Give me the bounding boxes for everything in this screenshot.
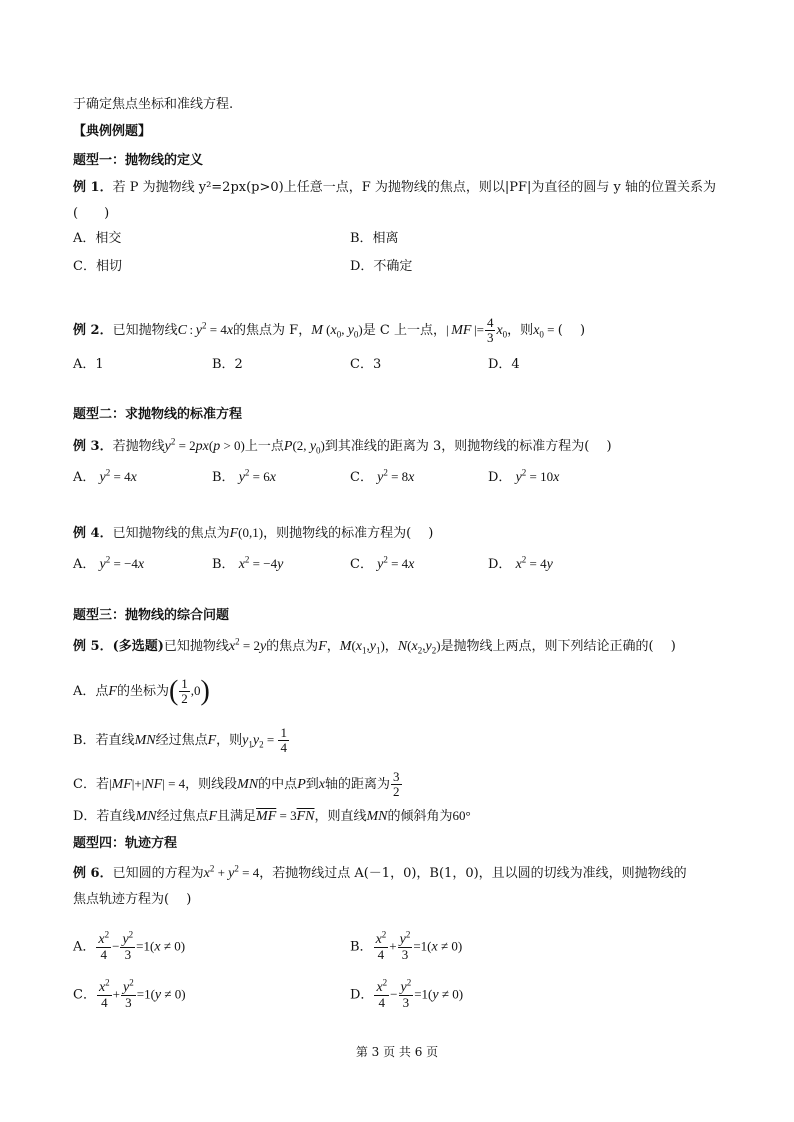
example-5-label: 例 5．(多选题) [73, 639, 164, 654]
example-2-option-a: A．1 [73, 357, 104, 372]
example-5-text-2: 的焦点为 [266, 639, 319, 654]
topic-1-title: 题型一：抛物线的定义 [73, 153, 204, 168]
topic-4-title: 题型四：轨迹方程 [73, 836, 178, 851]
example-2-text-3: 是 C 上一点， [362, 323, 446, 338]
example-3-label: 例 3． [73, 439, 113, 454]
formula-parabola-c: C [177, 323, 187, 338]
example-1-option-d: D．不确定 [350, 259, 413, 274]
example-3-option-c: C． $y^2 = 8x$ [350, 467, 415, 485]
example-6-text-2: ，若抛物线过点 A(－1，0)，B(1，0)，且以圆的切线为准线，则抛物线的 [259, 866, 687, 881]
example-5-option-c: C．若|MF|+|NF| = 4，则线段MN的中点P到x轴的距离为 $\frac{3}{2}$ [73, 769, 400, 799]
example-2-text-1: 已知抛物线 [112, 323, 178, 338]
example-4-option-c: C． $y^2 = 4x$ [350, 554, 415, 572]
example-6-option-d: D． $\frac{x^2}{4}$ − $\frac{y^2}{3}$ =1(y ≠ 0) [350, 977, 464, 1010]
example-4-text-1: 已知抛物线的焦点为 [112, 526, 230, 541]
page-footer: 第 3 页 共 6 页 [355, 1045, 439, 1059]
example-5-text-1: 已知抛物线 [163, 639, 229, 654]
example-5-option-b: B．若直线MN经过焦点F，则$y_1y_2$ = $\frac{1}{4}$ [73, 725, 287, 755]
fraction-4-3: $\frac{4}{3}$ [486, 315, 494, 345]
example-5-option-d: D．若直线MN经过焦点F且满足$\overline{MF} = 3\overline{FN}$，则直线MN的倾斜角为60° [73, 808, 471, 824]
example-6-text-1: 已知圆的方程为 [112, 866, 204, 881]
example-1-label: 例 1． [73, 180, 113, 195]
example-3-option-b: B． $y^2 = 6x$ [212, 467, 276, 485]
example-4-label: 例 4． [73, 526, 113, 541]
example-6-line-2: 焦点轨迹方程为( ) [73, 892, 192, 907]
intro-tail: 于确定焦点坐标和准线方程. [73, 97, 234, 112]
example-5-text-3: 是抛物线上两点，则下列结论正确的( ) [440, 639, 676, 654]
formula-point-m: M [311, 323, 323, 338]
example-6-option-a: A． $\frac{x^2}{4}$ − $\frac{y^2}{3}$ =1(x ≠ 0) [73, 929, 186, 962]
example-2-label: 例 2． [73, 323, 113, 338]
example-3-option-a: A． $y^2 = 4x$ [73, 467, 137, 485]
example-2-text-2: 的焦点为 F， [233, 323, 312, 338]
example-1-option-b: B．相离 [350, 231, 399, 246]
section-title: 【典例例题】 [73, 124, 152, 139]
example-3-option-d: D． $y^2 = 10x$ [488, 467, 560, 485]
example-1-question [73, 179, 716, 197]
example-2-question: 例 2．已知抛物线C : $y^2 = 4x$的焦点为 F，M ($x_0$, $y_0$)是 C 上一点，| MF |= $\frac{4}{3}$ $x_0$，则$x_0$ = ( ) [73, 315, 586, 345]
example-4-option-a: A． $y^2 = -4x$ [73, 554, 145, 572]
example-3-question: 例 3．若抛物线$y^2 = 2px(p > 0)$上一点P(2, $y_0$)到其准线的距离为 3，则抛物线的标准方程为( ) [73, 436, 612, 456]
example-2-option-b: B．2 [212, 357, 243, 372]
example-4-text-2: ，则抛物线的标准方程为( ) [263, 526, 434, 541]
topic-2-title: 题型二：求抛物线的标准方程 [73, 407, 243, 422]
example-6-question: 例 6．已知圆的方程为$x^2 + y^2 = 4$，若抛物线过点 A(－1，0)，B(1，0)，且以圆的切线为准线，则抛物线的 [73, 863, 687, 881]
example-3-text-2: 上一点 [244, 439, 284, 454]
example-6-label: 例 6． [73, 866, 113, 881]
example-2-paren: ( ) [557, 323, 586, 338]
example-5-option-a: A．点F的坐标为( $\frac{1}{2}$ ,0) [73, 675, 210, 707]
example-4-option-b: B． $x^2 = -4y$ [212, 554, 284, 572]
example-2-option-d: D．4 [488, 357, 520, 372]
example-5-question: 例 5．(多选题)已知抛物线$x^2 = 2y$的焦点为F，$M(x_1,y_1)$，$N(x_2,y_2)$是抛物线上两点，则下列结论正确的( ) [73, 636, 676, 656]
example-1-option-a: A．相交 [73, 231, 122, 246]
example-4-question: 例 4．已知抛物线的焦点为F(0,1)，则抛物线的标准方程为( ) [73, 525, 434, 541]
example-1-option-c: C．相切 [73, 259, 122, 274]
topic-3-title: 题型三：抛物线的综合问题 [73, 608, 230, 623]
example-6-option-b: B． $\frac{x^2}{4}$ + $\frac{y^2}{3}$ =1(x ≠ 0) [350, 929, 463, 962]
example-1-paren: ( ) [73, 206, 110, 221]
example-1-text: 若 P 为抛物线 y²=2px(p>0)上任意一点，F 为抛物线的焦点，则以|PF|为直径的圆与 y 轴的位置关系为 [112, 180, 717, 195]
example-3-text-3: 到其准线的距离为 3，则抛物线的标准方程为( ) [324, 439, 612, 454]
example-3-text-1: 若抛物线 [112, 439, 165, 454]
example-2-text-4: ，则 [507, 323, 534, 338]
example-6-option-c: C． $\frac{x^2}{4}$ + $\frac{y^2}{3}$ =1(y ≠ 0) [73, 977, 186, 1010]
example-4-option-d: D． $x^2 = 4y$ [488, 554, 553, 572]
example-2-option-c: C．3 [350, 357, 382, 372]
